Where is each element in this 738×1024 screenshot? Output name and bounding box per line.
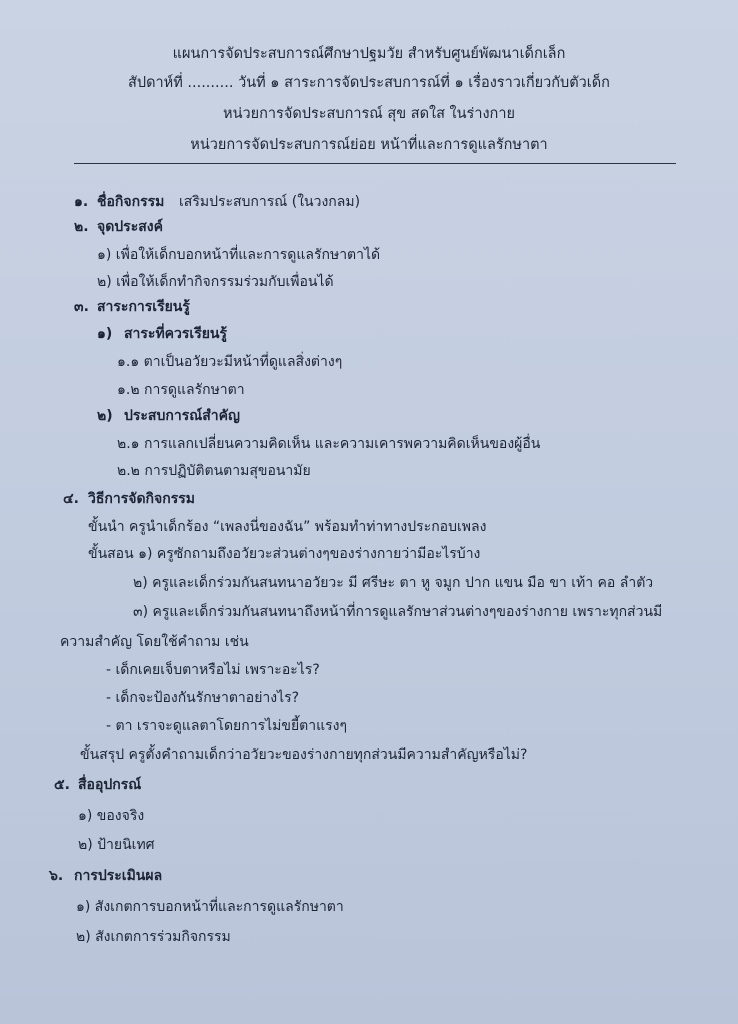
section-4-teaching-step-1: ขั้นสอน ๑) ครูซักถามถึงอวัยวะส่วนต่างๆของร่างกายว่ามีอะไรบ้าง (88, 546, 481, 562)
section-3-sub-2-item-1: ๒.๑ การแลกเปลี่ยนความคิดเห็น และความเคารพความคิดเห็นของผู้อื่น (117, 436, 541, 452)
section-6-item-2: ๒) สังเกตการร่วมกิจกรรม (76, 929, 231, 945)
section-1-value: เสริมประสบการณ์ (ในวงกลม) (179, 194, 361, 210)
section-3-sub-1-item-1: ๑.๑ ตาเป็นอวัยวะมีหน้าที่ดูแลสิ่งต่างๆ (117, 354, 343, 370)
section-5-title: สื่ออุปกรณ์ (78, 777, 142, 793)
section-4-title: วิธีการจัดกิจกรรม (88, 491, 195, 507)
section-4-number: ๔. (63, 491, 79, 507)
section-4-question-1: - เด็กเคยเจ็บตาหรือไม่ เพราะอะไร? (106, 662, 320, 678)
section-2-number: ๒. (74, 219, 89, 235)
section-2-title: จุดประสงค์ (97, 219, 163, 235)
section-4-teaching-step-3: ๓) ครูและเด็กร่วมกันสนทนาถึงหน้าที่การดูแลรักษาส่วนต่างๆของร่างกาย เพราะทุกส่วนมี (133, 604, 663, 620)
section-4-question-2: - เด็กจะป้องกันรักษาตาอย่างไร? (106, 690, 300, 706)
section-3-number: ๓. (74, 299, 89, 315)
section-4-teaching-step-3-cont: ความสำคัญ โดยใช้คำถาม เช่น (60, 634, 249, 650)
section-1-title: ชื่อกิจกรรม (97, 194, 165, 210)
section-6-title: การประเมินผล (74, 868, 163, 884)
header-divider (74, 163, 676, 164)
section-5-number: ๕. (54, 777, 70, 793)
section-3-sub-2-title: ประสบการณ์สำคัญ (124, 408, 240, 424)
section-2-item-2: ๒) เพื่อให้เด็กทำกิจกรรมร่วมกับเพื่อนได้ (97, 274, 334, 290)
section-3-sub-1-title: สาระที่ควรเรียนรู้ (124, 326, 228, 342)
section-3-sub-2-number: ๒) (97, 408, 113, 424)
header-line-2: สัปดาห์ที่ .......... วันที่ ๑ สาระการจัดประสบการณ์ที่ ๑ เรื่องราวเกี่ยวกับตัวเด็ก (128, 75, 610, 91)
section-3-sub-1-number: ๑) (97, 326, 113, 342)
section-1-number: ๑. (74, 194, 89, 210)
header-line-1: แผนการจัดประสบการณ์ศึกษาปฐมวัย สำหรับศูนย์พัฒนาเด็กเล็ก (172, 46, 566, 62)
header-line-4: หน่วยการจัดประสบการณ์ย่อย หน้าที่และการดูแลรักษาตา (190, 137, 548, 153)
section-4-intro: ขั้นนำ ครูนำเด็กร้อง “เพลงนี่ของฉัน” พร้อมทำท่าทางประกอบเพลง (88, 519, 487, 535)
section-3-title: สาระการเรียนรู้ (97, 299, 190, 315)
section-3-sub-1-item-2: ๑.๒ การดูแลรักษาตา (117, 382, 245, 398)
section-4-teaching-step-2: ๒) ครูและเด็กร่วมกันสนทนาอวัยวะ มี ศรีษะ ตา หู จมูก ปาก แขน มือ ขา เท้า คอ ลำตัว (133, 575, 654, 591)
section-4-summary: ขั้นสรุป ครูตั้งคำถามเด็กว่าอวัยวะของร่างกายทุกส่วนมีความสำคัญหรือไม่? (80, 747, 528, 763)
section-6-item-1: ๑) สังเกตการบอกหน้าที่และการดูแลรักษาตา (76, 899, 344, 915)
section-2-item-1: ๑) เพื่อให้เด็กบอกหน้าที่และการดูแลรักษาตาได้ (97, 247, 381, 263)
section-6-number: ๖. (49, 868, 64, 884)
header-line-3: หน่วยการจัดประสบการณ์ สุข สดใส ในร่างกาย (223, 106, 515, 122)
section-3-sub-2-item-2: ๒.๒ การปฏิบัติตนตามสุขอนามัย (117, 463, 311, 479)
section-5-item-1: ๑) ของจริง (78, 808, 145, 824)
section-5-item-2: ๒) ป้ายนิเทศ (78, 837, 155, 853)
section-4-question-3: - ตา เราจะดูแลตาโดยการไม่ขยี้ตาแรงๆ (106, 718, 348, 734)
